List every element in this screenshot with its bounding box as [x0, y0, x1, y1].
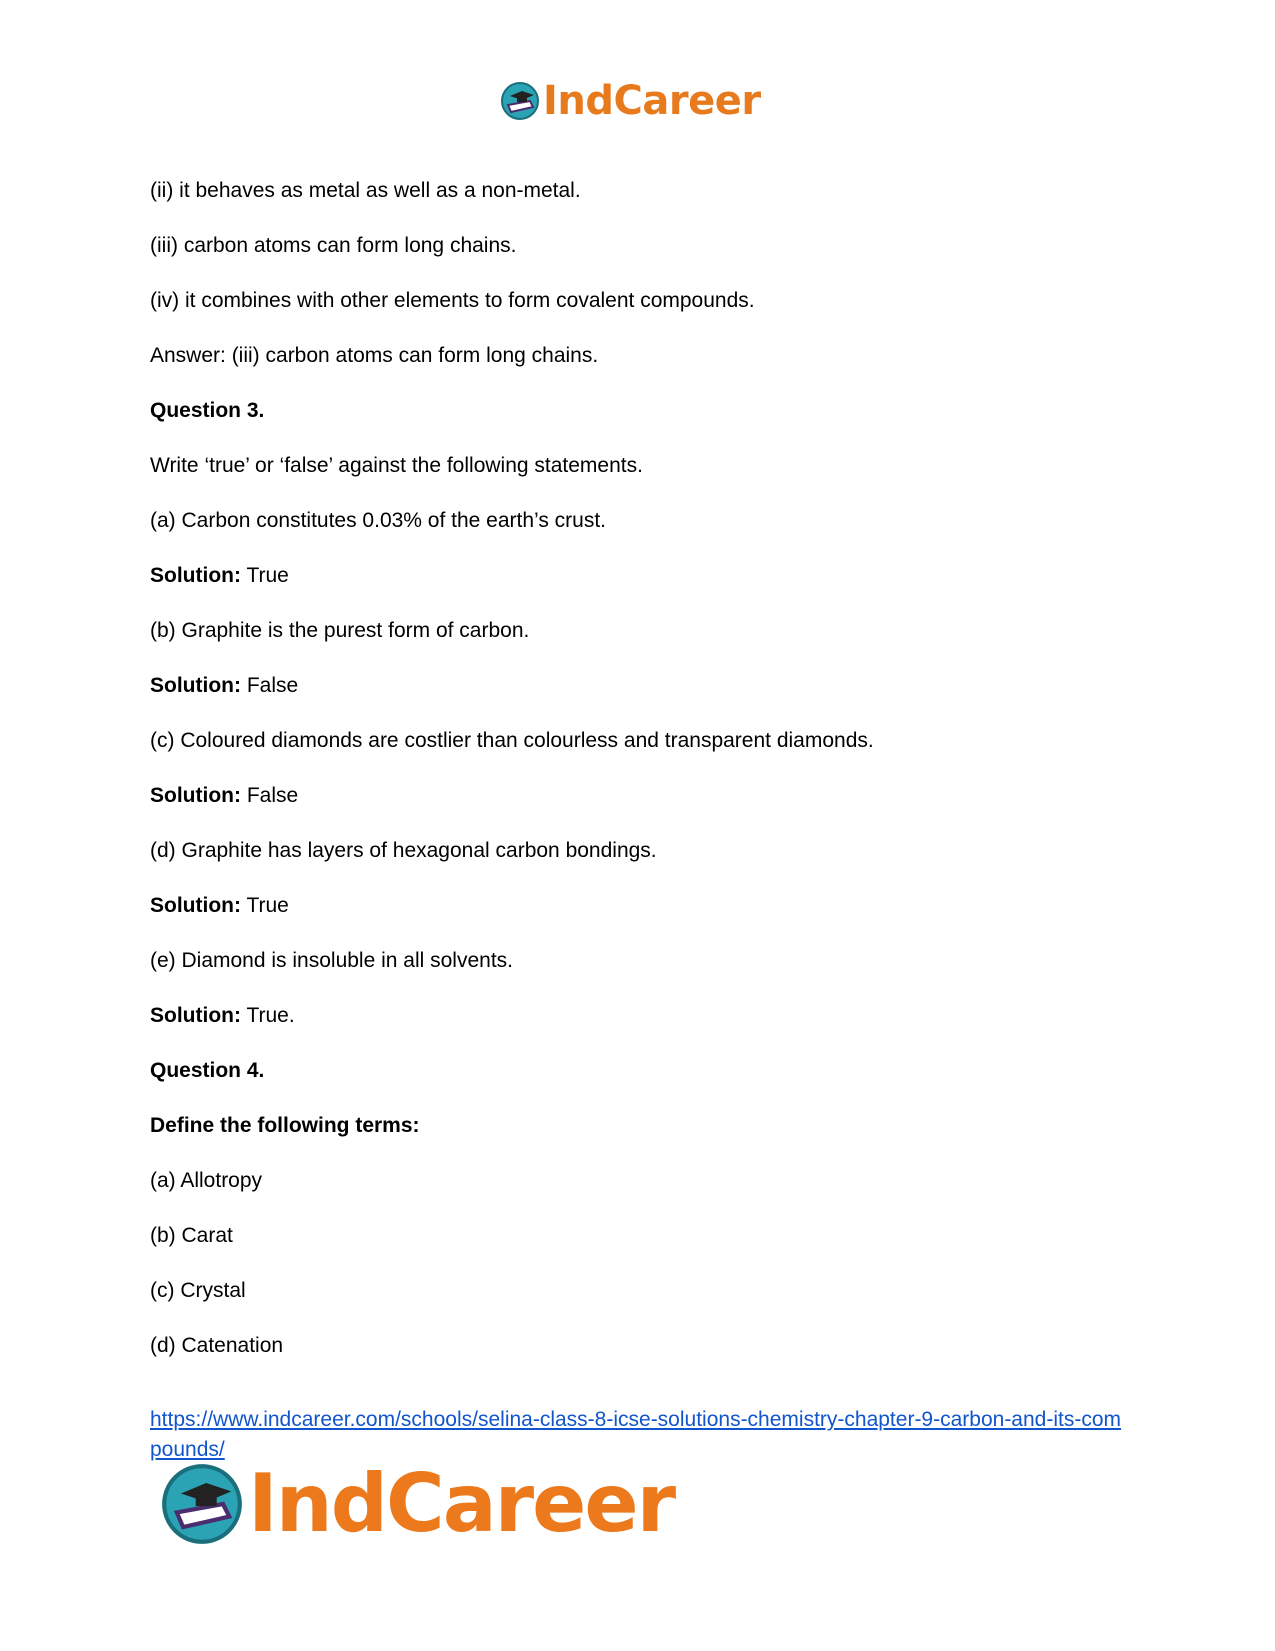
option-ii: (ii) it behaves as metal as well as a non-metal. — [150, 179, 581, 202]
graduation-cap-book-icon — [500, 81, 540, 121]
term-crystal: (c) Crystal — [150, 1279, 246, 1302]
statement-b: (b) Graphite is the purest form of carbon. — [150, 619, 530, 642]
statement-e: (e) Diamond is insoluble in all solvents. — [150, 949, 513, 972]
term-carat: (b) Carat — [150, 1224, 233, 1247]
solution-value: True — [240, 564, 289, 587]
question-4-prompt: Define the following terms: — [150, 1114, 420, 1137]
solution-c — [150, 783, 1130, 809]
solution-value: False — [240, 674, 299, 697]
term-allotropy: (a) Allotropy — [150, 1169, 263, 1192]
solution-value: True. — [240, 1004, 295, 1027]
solution-b — [150, 673, 1130, 699]
statement-a: (a) Carbon constitutes 0.03% of the earth’s crust. — [150, 509, 607, 532]
solution-label: Solution: — [150, 564, 241, 587]
statement-d: (d) Graphite has layers of hexagonal carbon bondings. — [150, 839, 657, 862]
question-3-heading: Question 3. — [150, 399, 265, 422]
header-logo — [500, 78, 761, 124]
solution-value: True — [240, 894, 289, 917]
question-3-prompt: Write ‘true’ or ‘false’ against the following statements. — [150, 454, 643, 477]
solution-label: Solution: — [150, 784, 241, 807]
page-content — [150, 178, 1130, 1388]
graduation-cap-book-icon — [160, 1462, 244, 1546]
brand-name: IndCareer — [543, 78, 761, 124]
solution-label: Solution: — [150, 894, 241, 917]
answer-q2: Answer: (iii) carbon atoms can form long chains. — [150, 344, 599, 367]
brand-name: IndCareer — [248, 1457, 675, 1550]
solution-label: Solution: — [150, 674, 241, 697]
question-4-heading: Question 4. — [150, 1059, 265, 1082]
option-iii: (iii) carbon atoms can form long chains. — [150, 234, 517, 257]
solution-label: Solution: — [150, 1004, 241, 1027]
solution-e — [150, 1003, 1130, 1029]
term-catenation: (d) Catenation — [150, 1334, 284, 1357]
footer-logo — [160, 1457, 675, 1550]
source-link[interactable]: https://www.indcareer.com/schools/selina-class-8-icse-solutions-chemistry-chapter-9-carbon-and-its-compounds/ — [150, 1408, 1122, 1461]
solution-a — [150, 563, 1130, 589]
solution-value: False — [240, 784, 299, 807]
solution-d — [150, 893, 1130, 919]
option-iv: (iv) it combines with other elements to form covalent compounds. — [150, 289, 755, 312]
statement-c: (c) Coloured diamonds are costlier than colourless and transparent diamonds. — [150, 729, 874, 752]
